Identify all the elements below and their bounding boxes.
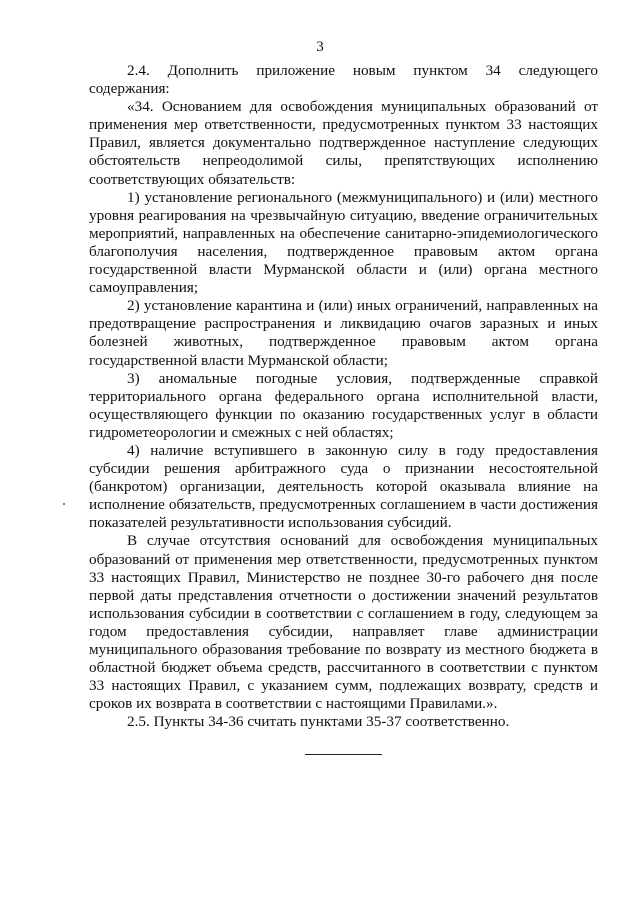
paragraph-no-grounds: В случае отсутствия оснований для освобождения муниципальных образований от применения мер ответственности, предусмотренных пунктом 33 настоящих Правил, Министерство не позднее 30-го рабочего дня после первой даты представления отчетности о достижении значений результатов использования субсидии в соответствии с соглашением в году, следующем за годом предоставления субсидии, направляет главе администрации муниципального образования требование по возврату из местного бюджета в областной бюджет объема средств, рассчитанного в соответствии с пунктом 33 настоящих Правил, с указанием сумм, подлежащих возврату, средств и сроков их возврата в соответствии с настоящими Правилами.».: [89, 532, 598, 713]
margin-mark: [63, 503, 65, 505]
list-item-4: 4) наличие вступившего в законную силу в году предоставления субсидии решения арбитражного суда о признании несостоятельной (банкротом) организации, деятельность которой оказывала влияние на исполнение обязательств, предусмотренных соглашением в части достижения показателей результативности использования субсидий.: [89, 441, 598, 532]
list-item-3: 3) аномальные погодные условия, подтвержденные справкой территориального органа федерального органа исполнительной власти, осуществляющего функции по оказанию государственных услуг в области гидрометеорологии и смежных с ней областях;: [89, 369, 598, 441]
list-item-1: 1) установление регионального (межмуниципального) и (или) местного уровня реагирования на чрезвычайную ситуацию, введение ограничительных мероприятий, направленных на обеспечение санитарно-эпидемиологического благополучия населения, подтвержденное правовым актом органа государственной власти Мурманской области и (или) органа местного самоуправления;: [89, 188, 598, 297]
paragraph-2-4: 2.4. Дополнить приложение новым пунктом 34 следующего содержания:: [89, 62, 598, 98]
list-item-2: 2) установление карантина и (или) иных ограничений, направленных на предотвращение распространения и ликвидацию очагов заразных и иных болезней животных, подтвержденное правовым актом органа государственной власти Мурманской области;: [89, 297, 598, 369]
paragraph-34-intro: «34. Основанием для освобождения муниципальных образований от применения мер ответственности, предусмотренных пунктом 33 настоящих Правил, является документально подтвержденное наступление следующих обстоятельств непреодолимой силы, препятствующих исполнению соответствующих обязательств:: [89, 98, 598, 188]
paragraph-2-5: 2.5. Пункты 34-36 считать пунктами 35-37 соответственно.: [127, 713, 510, 731]
page-number: 3: [316, 39, 324, 55]
closing-divider-line: [305, 754, 382, 755]
document-body: [89, 62, 598, 731]
